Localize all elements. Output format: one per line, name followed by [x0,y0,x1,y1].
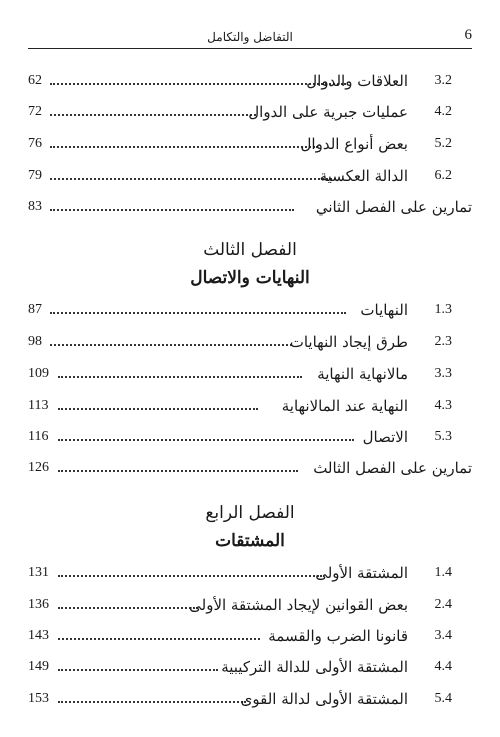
dot-leader [50,312,346,314]
chapter-label: الفصل الثالث [203,240,297,260]
toc-title: عمليات جبرية على الدوال [248,103,408,121]
toc-title: النهايات [360,301,408,319]
toc-section-number: 3.3 [434,366,452,381]
toc-section-number: 2.3 [434,334,452,349]
toc-entry[interactable] [28,626,452,650]
dot-leader [58,376,302,378]
dot-leader [58,638,260,640]
toc-section-number: 6.2 [434,168,452,183]
toc-entry[interactable] [28,197,472,221]
toc-entry[interactable] [28,396,452,420]
dot-leader [50,146,318,148]
toc-title: بعض القوانين لإيجاد المشتقة الأولى [189,596,408,614]
toc-page-ref: 149 [28,659,49,674]
toc-page-ref: 131 [28,565,49,580]
toc-page-ref: 76 [28,136,42,151]
toc-title: قانونا الضرب والقسمة [268,627,408,645]
toc-entry[interactable] [28,134,452,158]
toc-title: مالانهاية النهاية [317,365,408,383]
toc-section-number: 5.3 [434,429,452,444]
toc-title: العلاقات والدوال [306,72,408,90]
toc-title: الاتصال [362,428,408,446]
toc-entry[interactable] [28,595,452,619]
toc-entry[interactable] [28,102,452,126]
dot-leader [58,575,322,577]
toc-section-number: 2.4 [434,597,452,612]
toc-page-ref: 136 [28,597,49,612]
running-header [28,26,472,49]
toc-section-number: 3.4 [434,628,452,643]
toc-section-number: 5.4 [434,691,452,706]
toc-page-ref: 109 [28,366,49,381]
toc-section-number: 3.2 [434,73,452,88]
dot-leader [50,344,292,346]
dot-leader [50,178,336,180]
dot-leader [50,83,346,85]
toc-page-ref: 79 [28,168,42,183]
toc-section-number: 1.3 [434,302,452,317]
page-number: 6 [464,27,472,43]
toc-title: طرق إيجاد النهايات [289,333,408,351]
toc-entry[interactable] [28,458,472,482]
toc-entry[interactable] [28,71,452,95]
toc-entry[interactable] [28,300,452,324]
toc-title: المشتقة الأولى لدالة القوى [240,690,408,708]
chapter-label: الفصل الرابع [205,503,295,523]
toc-entry[interactable] [28,364,452,388]
toc-title: بعض أنواع الدوال [300,135,408,153]
toc-page-ref: 62 [28,73,42,88]
toc-page-ref: 116 [28,429,49,444]
toc-page-ref: 83 [28,199,42,214]
dot-leader [50,209,294,211]
toc-title: المشتقة الأولى [315,564,408,582]
toc-page-ref: 72 [28,104,42,119]
toc-page-ref: 87 [28,302,42,317]
toc-section-number: 5.2 [434,136,452,151]
toc-title: تمارين على الفصل الثالث [313,459,472,477]
dot-leader [58,439,354,441]
toc-entry[interactable] [28,332,452,356]
running-title: التفاضل والتكامل [207,30,293,44]
toc-entry[interactable] [28,427,452,451]
toc-page-ref: 143 [28,628,49,643]
toc-title: الدالة العكسية [319,167,408,185]
dot-leader [50,114,256,116]
toc-title: تمارين على الفصل الثاني [315,198,472,216]
dot-leader [58,607,198,609]
toc-section-number: 4.2 [434,104,452,119]
toc-section-number: 4.4 [434,659,452,674]
toc-page-ref: 153 [28,691,49,706]
toc-page-ref: 98 [28,334,42,349]
toc-entry[interactable] [28,657,452,681]
toc-entry[interactable] [28,166,452,190]
dot-leader [58,669,218,671]
toc-title: المشتقة الأولى للدالة التركيبية [221,658,408,676]
dot-leader [58,701,246,703]
toc-page-ref: 126 [28,460,49,475]
chapter-title: النهايات والاتصال [190,268,310,288]
toc-section-number: 4.3 [434,398,452,413]
dot-leader [58,470,298,472]
toc-entry[interactable] [28,689,452,713]
dot-leader [58,408,258,410]
toc-section-number: 1.4 [434,565,452,580]
chapter-title: المشتقات [215,531,285,551]
toc-title: النهاية عند المالانهاية [281,397,408,415]
toc-entry[interactable] [28,563,452,587]
toc-page-ref: 113 [28,398,49,413]
